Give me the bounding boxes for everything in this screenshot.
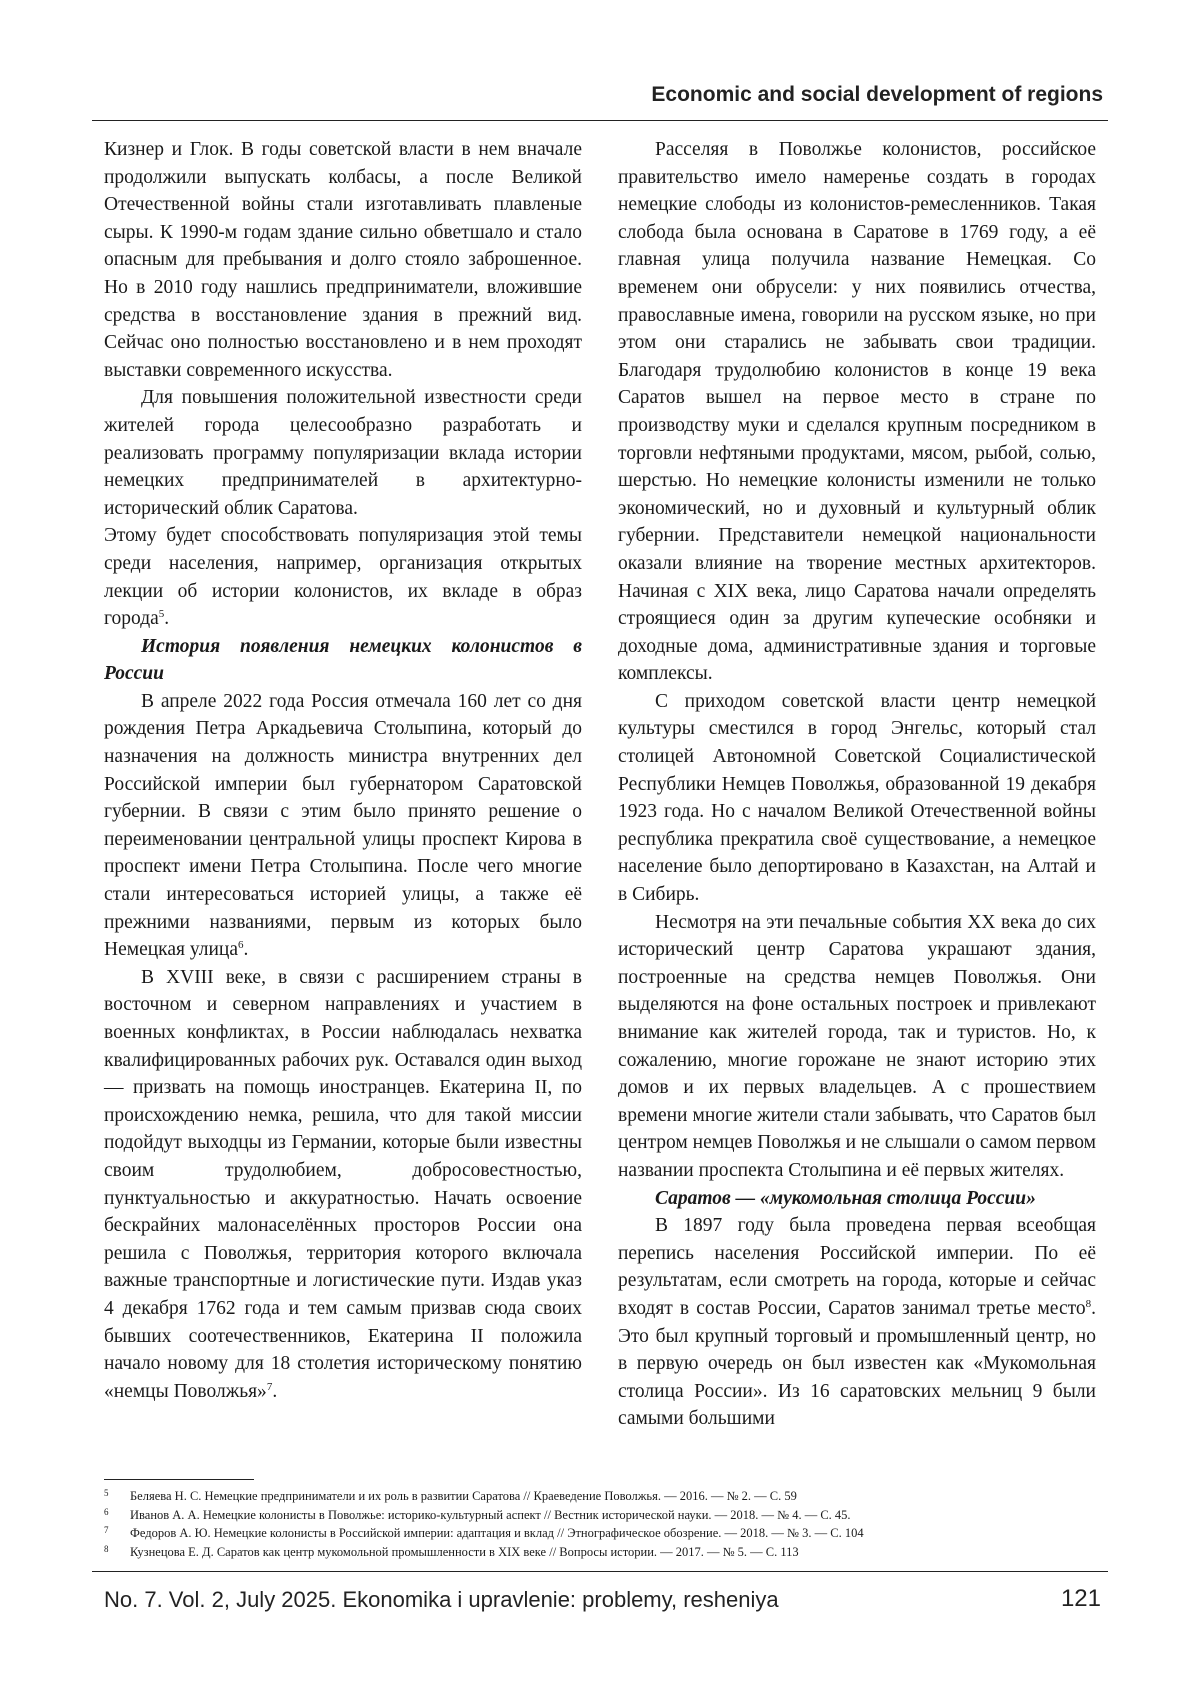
footnote-ref[interactable]: 7 xyxy=(266,1380,273,1393)
footnote-divider xyxy=(104,1479,254,1480)
footnote-text: Иванов А. А. Немецкие колонисты в Поволжье: историко-культурный аспект // Вестник исторической науки. — 2018. — № 4. — С. 45. xyxy=(130,1507,851,1522)
journal-citation: No. 7. Vol. 2, July 2025. Ekonomika i upravlenie: problemy, resheniya xyxy=(104,1587,779,1612)
left-column xyxy=(104,136,582,1405)
footnote-text: Беляева Н. С. Немецкие предприниматели и их роль в развитии Саратова // Краеведение Поволжья. — 2016. — № 2. — С. 59 xyxy=(130,1489,797,1503)
section-heading: Саратов — «мукомольная столица России» xyxy=(655,1187,1036,1209)
header-divider xyxy=(92,120,1108,121)
paragraph xyxy=(104,964,582,1406)
section-heading: История появления немецких колонистов в России xyxy=(104,635,582,685)
footnote xyxy=(104,1524,1104,1543)
paragraph xyxy=(104,522,582,632)
footnote xyxy=(104,1506,1104,1525)
footer-divider xyxy=(92,1571,1108,1572)
punctuation: . xyxy=(164,608,170,630)
paragraph xyxy=(618,1212,1096,1433)
footnote-text: Кузнецова Е. Д. Саратов как центр мукомольной промышленности в XIX веке // Вопросы истории. — 2017. — № 5. — С. 113 xyxy=(130,1544,799,1559)
footnote-ref[interactable]: 5 xyxy=(158,608,165,621)
footnote-number: 6 xyxy=(104,1506,109,1517)
footnote-number: 5 xyxy=(104,1488,109,1498)
paragraph-text: В апреле 2022 года Россия отмечала 160 лет со дня рождения Петра Аркадьевича Столыпина, который до назначения на должность министра внутренних дел Российской империи был губернатором Саратовской губернии. В связи с этим было принято решение о переименовании центральной улицы проспект Кирова в проспект имени Петра Столыпина. После чего многие стали интересоваться историей улицы, а также её прежними названиями, первым из которых было Немецкая улица xyxy=(104,690,582,961)
footnote-number: 8 xyxy=(104,1543,109,1554)
paragraph: Расселяя в Поволжье колонистов, российское правительство имело намеренье создать в городах немецкие слободы из колонистов-ремесленников. Такая слобода была основана в Саратове в 1769 году, а её главная улица получила название Немецкая. Со временем они обрусели: у них появились отчества, православные имена, говорили на русском языке, но при этом они старались не забывать свои традиции. Благодаря трудолюбию колонистов в конце 19 века Саратов вышел на первое место в стране по производству муки и сделался крупным посредником в торговли нефтяными продуктами, мясом, рыбой, солью, шерстью. Но немецкие колонисты изменили не только экономический, но и духовный и культурный облик губернии. Представители немецкой национальности оказали влияние на творение местных архитекторов. Начиная с XIX века, лицо Саратова начали определять строящиеся один за другим купеческие особняки и доходные дома, административные здания и торговые комплексы. xyxy=(618,139,1096,685)
paragraph: Для повышения положительной известности среди жителей города целесообразно разработать и реализовать программу популяризации вклада истории немецких предпринимателей в архитектурно-исторический облик Саратова. xyxy=(104,387,582,519)
paragraph: Кизнер и Глок. В годы советской власти в нем вначале продолжили выпускать колбасы, а после Великой Отечественной войны стали изготавливать плавленые сыры. К 1990-м годам здание сильно обветшало и стало опасным для пребывания и долго стояло заброшенное. Но в 2010 году нашлись предприниматели, вложившие средства в восстановление здания в прежний вид. Сейчас оно полностью восстановлено и в нем проходят выставки современного искусства. xyxy=(104,139,582,381)
paragraph xyxy=(104,688,582,964)
footnote-ref[interactable]: 6 xyxy=(238,939,244,952)
paragraph: С приходом советской власти центр немецкой культуры сместился в город Энгельс, который стал столицей Автономной Советской Социалистической Республики Немцев Поволжья, образованной 19 декабря 1923 года. Но с началом Великой Отечественной войны республика прекратила своё существование, а немецкое население было депортировано в Казахстан, на Алтай и в Сибирь. xyxy=(618,690,1096,906)
footnotes xyxy=(104,1487,1104,1561)
punctuation: . xyxy=(272,1380,278,1402)
paragraph-text: В XVIII веке, в связи с расширением страны в восточном и северном направлениях и участием в военных конфликтах, в России наблюдалась нехватка квалифицированных рабочих рук. Оставался один выход — призвать на помощь иностранцев. Екатерина II, по происхождению немка, решила, что для такой миссии подойдут выходцы из Германии, которые были известны своим трудолюбием, добросовестностью, пунктуальностью и аккуратностью. Начать освоение бескрайних малонаселённых просторов России она решила с Поволжья, территория которого включала важные транспортные и логистические пути. Издав указ 4 декабря 1762 года и тем самым призвав сюда своих бывших соотечественников, Екатерина II положила начало новому для 18 столетия историческому понятию «немцы Поволжья» xyxy=(104,966,582,1402)
footnote-number: 7 xyxy=(104,1525,109,1535)
page-number: 121 xyxy=(1060,1585,1101,1612)
footnote xyxy=(104,1543,1104,1562)
footnote-ref[interactable]: 8 xyxy=(1085,1297,1092,1310)
footnote xyxy=(104,1487,1104,1506)
journal-section-title: Economic and social development of regions xyxy=(651,83,1103,106)
paragraph-text: Этому будет способствовать популяризация этой темы среди населения, например, организация открытых лекции об истории колонистов, их вкладе в образ города xyxy=(104,525,582,630)
punctuation: . xyxy=(243,939,249,961)
paragraph-text: . Это был крупный торговый и промышленный центр, но в первую очередь он был известен как «Мукомольная столица России». Из 16 саратовских мельниц 9 были самыми большими xyxy=(618,1297,1096,1430)
paragraph-text: В 1897 году была проведена первая всеобщая перепись населения Российской империи. По её результатам, если смотреть на города, которые и сейчас входят в состав России, Саратов занимал третье место xyxy=(618,1215,1096,1319)
right-column xyxy=(618,136,1096,1433)
paragraph: Несмотря на эти печальные события XX века до сих исторический центр Саратова украшают здания, построенные на средства немцев Поволжья. Они выделяются на фоне остальных построек и привлекают внимание как жителей города, так и туристов. Но, к сожалению, многие горожане не знают историю этих домов и их первых владельцев. А с прошествием времени многие жители стали забывать, что Саратов был центром немцев Поволжья и не слышали о самом первом названии проспекта Столыпина и её первых жителях. xyxy=(618,911,1096,1181)
footnote-text: Федоров А. Ю. Немецкие колонисты в Российской империи: адаптация и вклад // Этнографическое обозрение. — 2018. — № 3. — С. 104 xyxy=(130,1526,864,1540)
